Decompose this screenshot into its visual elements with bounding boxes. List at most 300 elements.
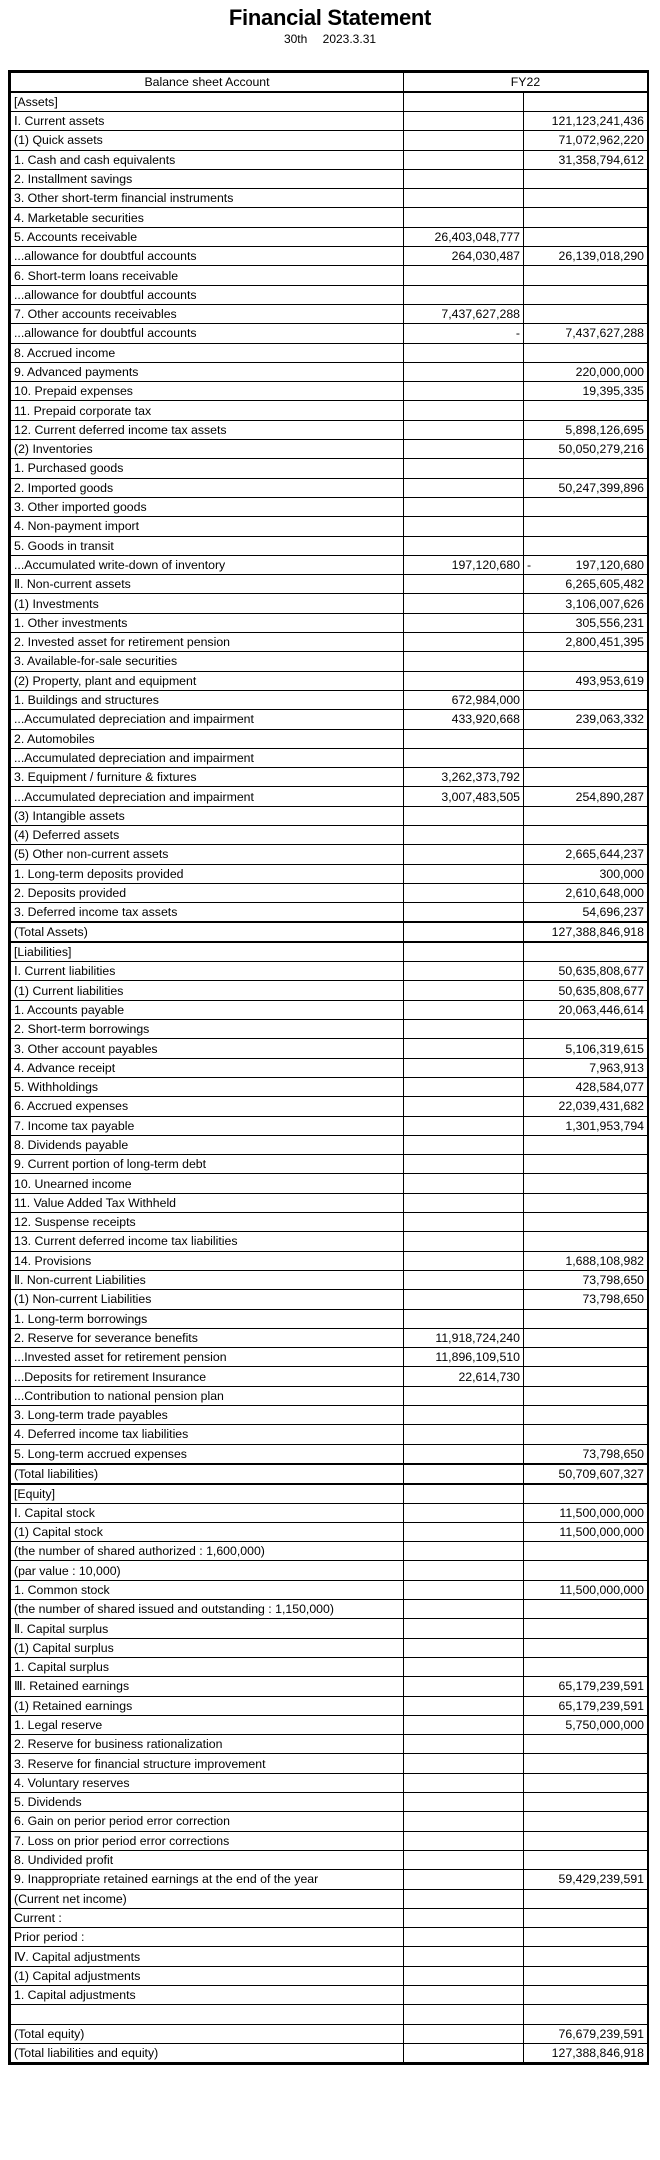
total-amount bbox=[524, 1174, 648, 1193]
period-label: 30th bbox=[283, 32, 308, 46]
table-row bbox=[11, 1677, 648, 1696]
total-amount: 50,635,808,677 bbox=[524, 962, 648, 981]
account-label: (1) Capital stock bbox=[11, 1522, 404, 1541]
sub-amount bbox=[404, 922, 524, 942]
sub-amount: 433,920,668 bbox=[404, 710, 524, 729]
sub-amount bbox=[404, 459, 524, 478]
total-amount: 121,123,241,436 bbox=[524, 112, 648, 131]
table-row bbox=[11, 440, 648, 459]
total-amount bbox=[524, 1619, 648, 1638]
table-row bbox=[11, 825, 648, 844]
account-label: 1. Long-term deposits provided bbox=[11, 864, 404, 883]
table-row bbox=[11, 1386, 648, 1405]
table-row bbox=[11, 382, 648, 401]
table-row bbox=[11, 189, 648, 208]
statement-header bbox=[0, 6, 660, 46]
total-amount bbox=[524, 1831, 648, 1850]
table-row bbox=[11, 710, 648, 729]
table-row bbox=[11, 208, 648, 227]
account-label: 2. Automobiles bbox=[11, 729, 404, 748]
table-row bbox=[11, 1619, 648, 1638]
account-label: 12. Suspense receipts bbox=[11, 1213, 404, 1232]
sub-amount bbox=[404, 1619, 524, 1638]
table-row bbox=[11, 1116, 648, 1135]
table-row bbox=[11, 227, 648, 246]
total-amount: 11,500,000,000 bbox=[524, 1522, 648, 1541]
total-amount bbox=[524, 1155, 648, 1174]
total-amount bbox=[524, 189, 648, 208]
table-row bbox=[11, 459, 648, 478]
sub-amount bbox=[404, 382, 524, 401]
table-row bbox=[11, 1735, 648, 1754]
sub-amount bbox=[404, 1155, 524, 1174]
sub-amount bbox=[404, 1000, 524, 1019]
account-label: (par value : 10,000) bbox=[11, 1561, 404, 1580]
sub-amount: 264,030,487 bbox=[404, 247, 524, 266]
table-row bbox=[11, 1947, 648, 1966]
account-label: ...Deposits for retirement Insurance bbox=[11, 1367, 404, 1386]
total-amount bbox=[524, 1020, 648, 1039]
table-row bbox=[11, 845, 648, 864]
account-label: (Total Assets) bbox=[11, 922, 404, 942]
sub-amount bbox=[404, 131, 524, 150]
table-row bbox=[11, 613, 648, 632]
sub-amount bbox=[404, 1174, 524, 1193]
table-row bbox=[11, 1464, 648, 1484]
sub-amount bbox=[404, 362, 524, 381]
sub-amount bbox=[404, 1464, 524, 1484]
sub-amount bbox=[404, 1232, 524, 1251]
total-amount bbox=[524, 1600, 648, 1619]
sub-amount bbox=[404, 1793, 524, 1812]
account-label: 8. Undivided profit bbox=[11, 1850, 404, 1869]
table-row bbox=[11, 981, 648, 1000]
account-label: 6. Short-term loans receivable bbox=[11, 266, 404, 285]
table-body bbox=[11, 92, 648, 2063]
sub-amount bbox=[404, 1580, 524, 1599]
sub-amount: 11,896,109,510 bbox=[404, 1348, 524, 1367]
table-row bbox=[11, 1270, 648, 1289]
sub-amount bbox=[404, 1831, 524, 1850]
account-label: ...Accumulated depreciation and impairment bbox=[11, 787, 404, 806]
total-amount: 59,429,239,591 bbox=[524, 1870, 648, 1889]
total-amount bbox=[524, 343, 648, 362]
table-row bbox=[11, 1850, 648, 1869]
total-amount: 65,179,239,591 bbox=[524, 1677, 648, 1696]
account-label: (1) Non-current Liabilities bbox=[11, 1290, 404, 1309]
total-amount bbox=[524, 942, 648, 962]
account-label: ...allowance for doubtful accounts bbox=[11, 247, 404, 266]
table-row bbox=[11, 1444, 648, 1464]
sub-amount bbox=[404, 1966, 524, 1985]
sub-amount bbox=[404, 748, 524, 767]
sub-amount bbox=[404, 845, 524, 864]
sub-amount: 3,007,483,505 bbox=[404, 787, 524, 806]
total-amount bbox=[524, 1986, 648, 2005]
statement-date: 2023.3.31 bbox=[322, 32, 377, 46]
sub-amount bbox=[404, 1638, 524, 1657]
sub-amount bbox=[404, 1773, 524, 1792]
sub-amount bbox=[404, 1270, 524, 1289]
sub-amount bbox=[404, 864, 524, 883]
sub-amount bbox=[404, 1715, 524, 1734]
table-row bbox=[11, 1232, 648, 1251]
account-label: 4. Advance receipt bbox=[11, 1058, 404, 1077]
total-amount bbox=[524, 169, 648, 188]
account-label: 7. Other accounts receivables bbox=[11, 304, 404, 323]
sub-amount bbox=[404, 1290, 524, 1309]
sub-amount bbox=[404, 1561, 524, 1580]
account-label: Ⅱ. Capital surplus bbox=[11, 1619, 404, 1638]
total-amount bbox=[524, 1213, 648, 1232]
account-label: [Equity] bbox=[11, 1484, 404, 1504]
total-amount bbox=[524, 768, 648, 787]
sub-amount bbox=[404, 1870, 524, 1889]
table-row bbox=[11, 266, 648, 285]
account-label: 3. Available-for-sale securities bbox=[11, 652, 404, 671]
account-label: 4. Voluntary reserves bbox=[11, 1773, 404, 1792]
total-amount bbox=[524, 266, 648, 285]
table-row bbox=[11, 517, 648, 536]
total-amount bbox=[524, 729, 648, 748]
account-label: 1. Long-term borrowings bbox=[11, 1309, 404, 1328]
sub-amount bbox=[404, 1928, 524, 1947]
total-amount bbox=[524, 555, 648, 574]
total-amount: 220,000,000 bbox=[524, 362, 648, 381]
total-amount bbox=[524, 2005, 648, 2024]
account-label: 8. Accrued income bbox=[11, 343, 404, 362]
total-amount bbox=[524, 652, 648, 671]
sub-amount bbox=[404, 1097, 524, 1116]
total-amount: 254,890,287 bbox=[524, 787, 648, 806]
account-label: 1. Capital surplus bbox=[11, 1657, 404, 1676]
account-label: (Total equity) bbox=[11, 2024, 404, 2043]
sub-amount bbox=[404, 1754, 524, 1773]
sub-amount: - bbox=[404, 324, 524, 343]
table-row bbox=[11, 478, 648, 497]
account-label: ...Accumulated depreciation and impairment bbox=[11, 710, 404, 729]
account-label: 1. Accounts payable bbox=[11, 1000, 404, 1019]
table-row bbox=[11, 768, 648, 787]
total-amount: 20,063,446,614 bbox=[524, 1000, 648, 1019]
table-row bbox=[11, 903, 648, 923]
table-row bbox=[11, 1251, 648, 1270]
table-row bbox=[11, 1039, 648, 1058]
sub-amount: 11,918,724,240 bbox=[404, 1328, 524, 1347]
sub-amount bbox=[404, 1850, 524, 1869]
account-label: 11. Value Added Tax Withheld bbox=[11, 1193, 404, 1212]
sub-amount bbox=[404, 594, 524, 613]
table-row bbox=[11, 690, 648, 709]
table-row bbox=[11, 1348, 648, 1367]
table-row bbox=[11, 1020, 648, 1039]
account-label: 5. Goods in transit bbox=[11, 536, 404, 555]
sub-amount bbox=[404, 1908, 524, 1927]
table-row bbox=[11, 1174, 648, 1193]
account-label: 1. Buildings and structures bbox=[11, 690, 404, 709]
total-amount: 31,358,794,612 bbox=[524, 150, 648, 169]
balance-sheet bbox=[8, 70, 649, 2065]
account-label: 1. Other investments bbox=[11, 613, 404, 632]
account-label: Ⅱ. Non-current assets bbox=[11, 575, 404, 594]
account-label: ...Accumulated write-down of inventory bbox=[11, 555, 404, 574]
account-label: ...Accumulated depreciation and impairment bbox=[11, 748, 404, 767]
total-amount bbox=[524, 825, 648, 844]
table-row bbox=[11, 1290, 648, 1309]
table-row bbox=[11, 1831, 648, 1850]
sub-amount bbox=[404, 1425, 524, 1444]
sub-amount bbox=[404, 1522, 524, 1541]
table-row bbox=[11, 1696, 648, 1715]
account-label: 6. Gain on perior period error correction bbox=[11, 1812, 404, 1831]
account-label: 1. Legal reserve bbox=[11, 1715, 404, 1734]
sub-amount bbox=[404, 2043, 524, 2062]
sub-amount bbox=[404, 343, 524, 362]
account-label: [Liabilities] bbox=[11, 942, 404, 962]
total-amount bbox=[524, 401, 648, 420]
total-amount: 22,039,431,682 bbox=[524, 1097, 648, 1116]
sub-amount bbox=[404, 1986, 524, 2005]
table-row bbox=[11, 633, 648, 652]
table-row bbox=[11, 285, 648, 304]
table-row bbox=[11, 671, 648, 690]
total-amount: 5,106,319,615 bbox=[524, 1039, 648, 1058]
account-label: 2. Reserve for business rationalization bbox=[11, 1735, 404, 1754]
table-row bbox=[11, 1000, 648, 1019]
total-amount: 26,139,018,290 bbox=[524, 247, 648, 266]
total-amount: 71,072,962,220 bbox=[524, 131, 648, 150]
table-row bbox=[11, 2005, 648, 2024]
account-column-header: Balance sheet Account bbox=[11, 73, 404, 93]
sub-amount bbox=[404, 1600, 524, 1619]
total-amount: 5,898,126,695 bbox=[524, 420, 648, 439]
account-label: 4. Deferred income tax liabilities bbox=[11, 1425, 404, 1444]
account-label: 4. Non-payment import bbox=[11, 517, 404, 536]
table-row bbox=[11, 652, 648, 671]
sub-amount bbox=[404, 1020, 524, 1039]
total-amount: 3,106,007,626 bbox=[524, 594, 648, 613]
table-row bbox=[11, 401, 648, 420]
sub-amount bbox=[404, 981, 524, 1000]
total-amount: 7,437,627,288 bbox=[524, 324, 648, 343]
table-row bbox=[11, 362, 648, 381]
total-amount: 54,696,237 bbox=[524, 903, 648, 923]
account-label: 3. Long-term trade payables bbox=[11, 1406, 404, 1425]
total-amount bbox=[524, 1735, 648, 1754]
total-amount: 127,388,846,918 bbox=[524, 2043, 648, 2062]
account-label: (1) Capital surplus bbox=[11, 1638, 404, 1657]
table-row bbox=[11, 343, 648, 362]
total-amount bbox=[524, 1966, 648, 1985]
total-amount bbox=[524, 285, 648, 304]
total-amount bbox=[524, 1908, 648, 1927]
sub-amount bbox=[404, 1503, 524, 1522]
sub-amount bbox=[404, 208, 524, 227]
table-row bbox=[11, 1522, 648, 1541]
sub-amount bbox=[404, 671, 524, 690]
table-row bbox=[11, 787, 648, 806]
sub-amount bbox=[404, 189, 524, 208]
account-label: 4. Marketable securities bbox=[11, 208, 404, 227]
table-row bbox=[11, 1966, 648, 1985]
table-row bbox=[11, 864, 648, 883]
sub-amount bbox=[404, 1735, 524, 1754]
statement-period bbox=[0, 32, 660, 46]
sub-amount bbox=[404, 942, 524, 962]
total-amount: 1,688,108,982 bbox=[524, 1251, 648, 1270]
account-label: 14. Provisions bbox=[11, 1251, 404, 1270]
total-amount bbox=[524, 1232, 648, 1251]
total-amount bbox=[524, 459, 648, 478]
negative-sign: - bbox=[527, 557, 532, 572]
account-label: ...Invested asset for retirement pension bbox=[11, 1348, 404, 1367]
total-amount bbox=[524, 1812, 648, 1831]
table-row bbox=[11, 1328, 648, 1347]
table-row bbox=[11, 1484, 648, 1504]
table-row bbox=[11, 942, 648, 962]
account-label: 3. Equipment / furniture & fixtures bbox=[11, 768, 404, 787]
sub-amount bbox=[404, 1058, 524, 1077]
table-row bbox=[11, 1754, 648, 1773]
period-column-header: FY22 bbox=[404, 73, 648, 93]
total-amount bbox=[524, 1367, 648, 1386]
table-row bbox=[11, 1542, 648, 1561]
table-header-row bbox=[11, 73, 648, 93]
sub-amount bbox=[404, 1696, 524, 1715]
total-amount bbox=[524, 1947, 648, 1966]
sub-amount bbox=[404, 169, 524, 188]
sub-amount bbox=[404, 903, 524, 923]
account-label: 9. Current portion of long-term debt bbox=[11, 1155, 404, 1174]
account-label: Ⅳ. Capital adjustments bbox=[11, 1947, 404, 1966]
total-amount: 65,179,239,591 bbox=[524, 1696, 648, 1715]
account-label: Ⅰ. Current assets bbox=[11, 112, 404, 131]
table-row bbox=[11, 806, 648, 825]
sub-amount bbox=[404, 2005, 524, 2024]
table-row bbox=[11, 536, 648, 555]
table-row bbox=[11, 922, 648, 942]
account-label: ...allowance for doubtful accounts bbox=[11, 324, 404, 343]
sub-amount bbox=[404, 883, 524, 902]
total-amount bbox=[524, 497, 648, 516]
table-row bbox=[11, 1793, 648, 1812]
total-amount bbox=[524, 1386, 648, 1405]
table-row bbox=[11, 1503, 648, 1522]
table-row bbox=[11, 1425, 648, 1444]
table-row bbox=[11, 497, 648, 516]
account-label: (1) Retained earnings bbox=[11, 1696, 404, 1715]
account-label: 3. Other short-term financial instruments bbox=[11, 189, 404, 208]
sub-amount bbox=[404, 1406, 524, 1425]
table-row bbox=[11, 150, 648, 169]
sub-amount bbox=[404, 1193, 524, 1212]
table-row bbox=[11, 324, 648, 343]
table-row bbox=[11, 1058, 648, 1077]
table-row bbox=[11, 1193, 648, 1212]
total-amount bbox=[524, 1542, 648, 1561]
table-row bbox=[11, 1986, 648, 2005]
sub-amount bbox=[404, 1484, 524, 1504]
account-label: 2. Short-term borrowings bbox=[11, 1020, 404, 1039]
sub-amount bbox=[404, 1039, 524, 1058]
sub-amount: 22,614,730 bbox=[404, 1367, 524, 1386]
total-amount: 73,798,650 bbox=[524, 1270, 648, 1289]
account-label: 9. Inappropriate retained earnings at the end of the year bbox=[11, 1870, 404, 1889]
account-label: 2. Installment savings bbox=[11, 169, 404, 188]
sub-amount bbox=[404, 1677, 524, 1696]
sub-amount: 672,984,000 bbox=[404, 690, 524, 709]
total-amount bbox=[524, 806, 648, 825]
table-row bbox=[11, 1561, 648, 1580]
table-row bbox=[11, 420, 648, 439]
total-amount: 6,265,605,482 bbox=[524, 575, 648, 594]
account-label: (2) Property, plant and equipment bbox=[11, 671, 404, 690]
account-label: 6. Accrued expenses bbox=[11, 1097, 404, 1116]
total-amount: 493,953,619 bbox=[524, 671, 648, 690]
sub-amount bbox=[404, 440, 524, 459]
sub-amount: 26,403,048,777 bbox=[404, 227, 524, 246]
account-label: 10. Unearned income bbox=[11, 1174, 404, 1193]
account-label: 1. Capital adjustments bbox=[11, 1986, 404, 2005]
table-row bbox=[11, 1367, 648, 1386]
page-title: Financial Statement bbox=[228, 5, 432, 30]
account-label: 2. Imported goods bbox=[11, 478, 404, 497]
table-row bbox=[11, 1406, 648, 1425]
total-amount: 50,635,808,677 bbox=[524, 981, 648, 1000]
account-label: 3. Reserve for financial structure improvement bbox=[11, 1754, 404, 1773]
balance-sheet-table bbox=[10, 72, 648, 2063]
sub-amount bbox=[404, 633, 524, 652]
total-amount: 76,679,239,591 bbox=[524, 2024, 648, 2043]
table-row bbox=[11, 2043, 648, 2062]
table-row bbox=[11, 1715, 648, 1734]
sub-amount bbox=[404, 285, 524, 304]
total-amount bbox=[524, 1328, 648, 1347]
sub-amount bbox=[404, 150, 524, 169]
total-amount bbox=[524, 1928, 648, 1947]
account-label: 2. Reserve for severance benefits bbox=[11, 1328, 404, 1347]
total-amount: 2,665,644,237 bbox=[524, 845, 648, 864]
total-amount: 11,500,000,000 bbox=[524, 1503, 648, 1522]
account-label: (1) Capital adjustments bbox=[11, 1966, 404, 1985]
sub-amount bbox=[404, 1889, 524, 1908]
account-label: (2) Inventories bbox=[11, 440, 404, 459]
account-label: (3) Intangible assets bbox=[11, 806, 404, 825]
table-row bbox=[11, 1097, 648, 1116]
total-amount-value: 197,120,680 bbox=[575, 557, 644, 572]
table-row bbox=[11, 1600, 648, 1619]
total-amount bbox=[524, 1309, 648, 1328]
table-row bbox=[11, 1155, 648, 1174]
account-label: Ⅰ. Current liabilities bbox=[11, 962, 404, 981]
total-amount bbox=[524, 1754, 648, 1773]
total-amount bbox=[524, 304, 648, 323]
table-row bbox=[11, 169, 648, 188]
total-amount bbox=[524, 1193, 648, 1212]
sub-amount bbox=[404, 1947, 524, 1966]
total-amount bbox=[524, 1561, 648, 1580]
account-label: (4) Deferred assets bbox=[11, 825, 404, 844]
total-amount: 2,610,648,000 bbox=[524, 883, 648, 902]
total-amount: 127,388,846,918 bbox=[524, 922, 648, 942]
total-amount: 2,800,451,395 bbox=[524, 633, 648, 652]
total-amount bbox=[524, 227, 648, 246]
account-label: 5. Accounts receivable bbox=[11, 227, 404, 246]
table-row bbox=[11, 883, 648, 902]
table-row bbox=[11, 1889, 648, 1908]
account-label: 1. Purchased goods bbox=[11, 459, 404, 478]
sub-amount bbox=[404, 1542, 524, 1561]
